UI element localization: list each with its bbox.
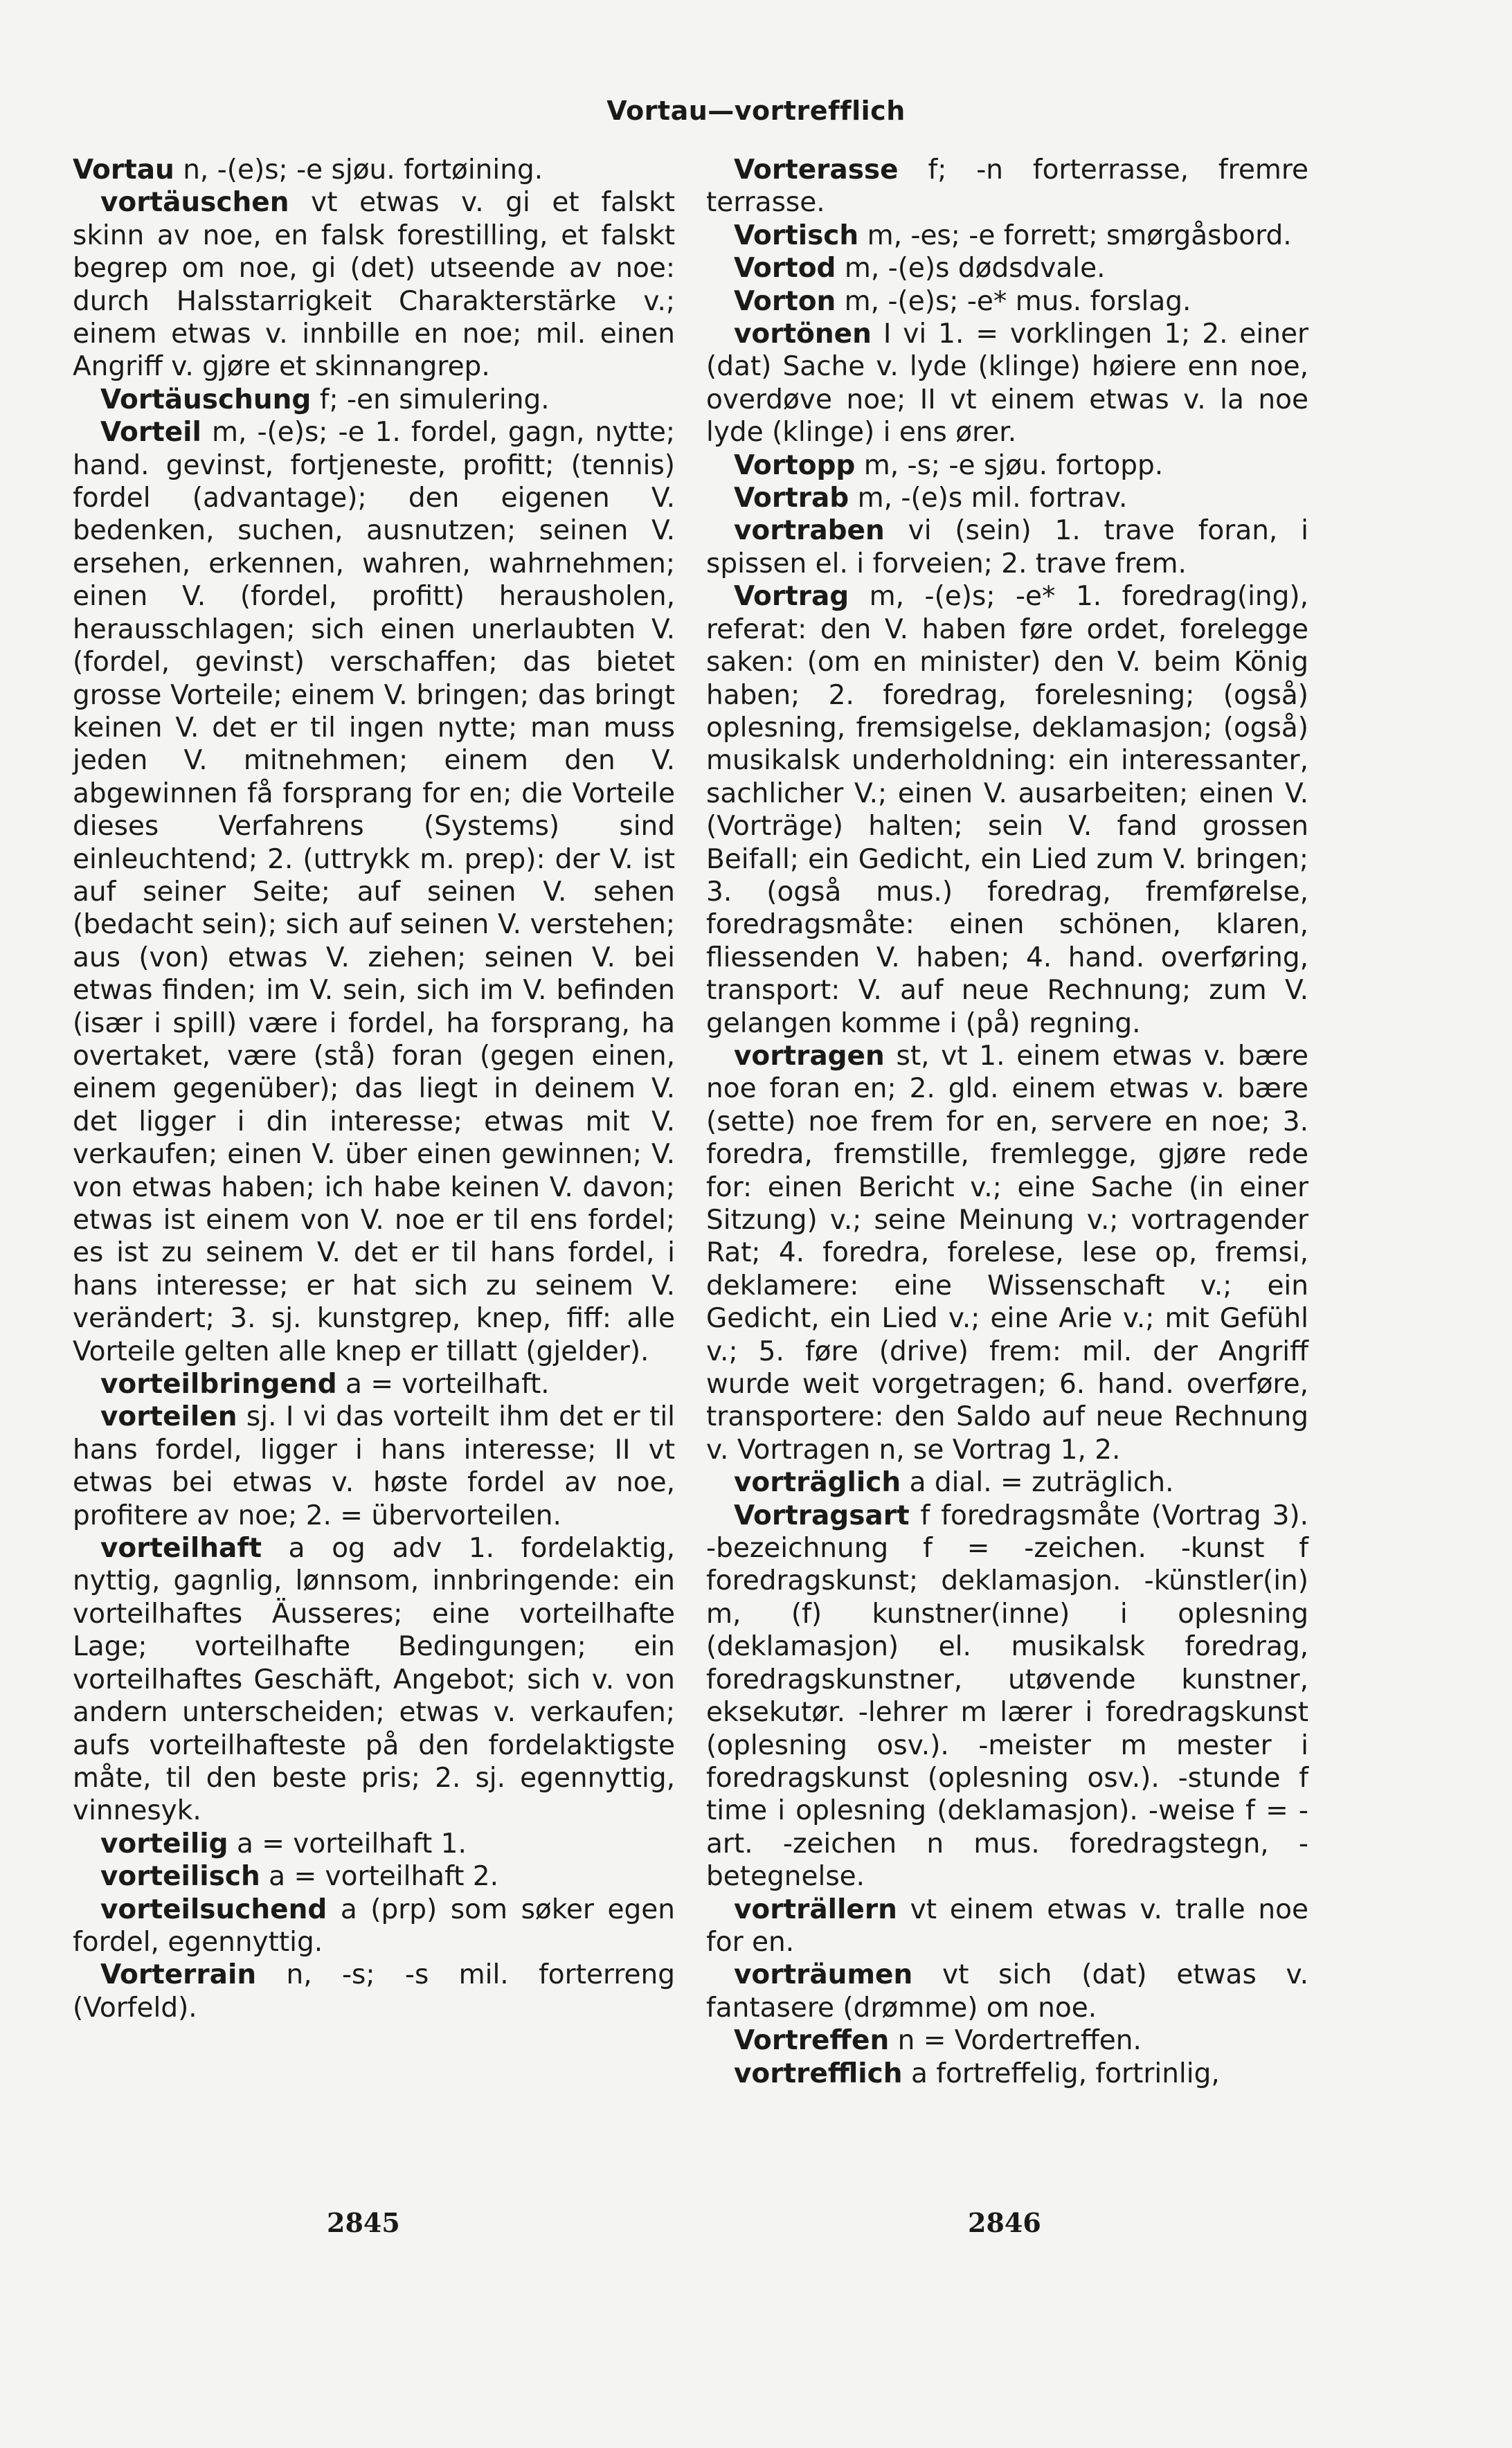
dictionary-entry [706, 1040, 1308, 1466]
entry-headword: vortönen [734, 318, 872, 350]
entry-headword: vorteilig [100, 1828, 228, 1860]
dictionary-entry [706, 2058, 1308, 2090]
entry-definition: f foredragsmåte (Vortrag 3). -bezeichnung f = -zeichen. -kunst f foredragskunst; deklamasjon. -künstler(in) m, (f) kunstner(inne) i oplesning (deklamasjon) el. musikalsk foredrag, foredragskunstner, utøvende kunstner, eksekutør. -lehrer m lærer i foredragskunst (oplesning osv.). -meister m mester i foredragskunst (oplesning osv.). -stunde f time i oplesning (deklamasjon). -weise f = -art. -zeichen n mus. foredragstegn, -betegnelse. [706, 1500, 1308, 1893]
entry-definition: I vi 1. = vorklingen 1; 2. einer (dat) Sache v. lyde (klinge) høiere enn noe, overdøve noe; II vt einem etwas v. la noe lyde (klinge) i ens ører. [706, 318, 1308, 449]
entry-headword: vorteilhaft [100, 1533, 262, 1565]
entry-definition: a dial. = zuträglich. [901, 1467, 1174, 1499]
entry-definition: a (prp) som søker egen fordel, egennyttig. [73, 1893, 675, 1958]
entry-headword: vorteilisch [100, 1861, 260, 1893]
entry-headword: Vortrag [734, 581, 849, 613]
entry-definition: m, -(e)s; -e* mus. forslag. [836, 285, 1191, 317]
page-number-right: 2846 [968, 2207, 1041, 2238]
dictionary-entry [706, 1893, 1308, 1959]
dictionary-entry [706, 1500, 1308, 1893]
entry-headword: Vorterrain [100, 1959, 257, 1991]
entry-headword: vorteilen [100, 1401, 237, 1433]
entry-definition: m, -(e)s; -e 1. fordel, gagn, nytte; hand. gevinst, fortjeneste, profitt; (tennis) fordel (advantage); den eigenen V. bedenken, suchen, ausnutzen; seinen V. ersehen, erkennen, wahren, wahrnehmen; einen V. (fordel, profitt) herausholen, herausschlagen; sich einen unerlaubten V. (fordel, gevinst) verschaffen; das bietet grosse Vorteile; einem V. bringen; das bringt keinen V. det er til ingen nytte; man muss jeden V. mitnehmen; einem den V. abgewinnen få forsprang for en; die Vorteile dieses Verfahrens (Systems) sind einleuchtend; 2. (uttrykk m. prep): der V. ist auf seiner Seite; auf seinen V. sehen (bedacht sein); sich auf seinen V. verstehen; aus (von) etwas V. ziehen; seinen V. bei etwas finden; im V. sein, sich im V. befinden (især i spill) være i fordel, ha forsprang, ha overtaket, være (stå) foran (gegen einen, einem gegenüber); das liegt in deinem V. det ligger i din interesse; etwas mit V. verkaufen; einen V. über einen gewinnen; V. von etwas haben; ich habe keinen V. davon; etwas ist einem von V. noe er til ens fordel; es ist zu seinem V. det er til hans fordel, i hans interesse; er hat sich zu seinem V. verändert; 3. sj. kunstgrep, knep, fiff: alle Vorteile gelten alle knep er tillatt (gjelder). [73, 417, 675, 1367]
entry-headword: vortäuschen [100, 187, 289, 219]
entry-definition: a = vorteilhaft. [336, 1369, 550, 1401]
entry-definition: f; -n forterrasse, fremre terrasse. [706, 154, 1308, 219]
dictionary-entry [706, 1959, 1308, 2024]
entry-definition: n = Vordertreffen. [889, 2025, 1142, 2057]
entry-definition: m, -(e)s mil. fortrav. [849, 483, 1128, 514]
entry-definition: m, -s; -e sjøu. fortopp. [855, 449, 1164, 481]
entry-headword: Vortrab [734, 483, 849, 514]
dictionary-entry [706, 482, 1308, 514]
entry-definition: m, -(e)s dødsdvale. [836, 253, 1106, 285]
entry-headword: vorträumen [734, 1959, 913, 1991]
entry-headword: vorteilbringend [100, 1369, 337, 1401]
dictionary-entry [706, 219, 1308, 252]
entry-definition: f; -en simulering. [311, 384, 550, 415]
entry-headword: Vortäuschung [100, 384, 312, 415]
dictionary-entry [73, 1860, 675, 1893]
dictionary-entry [706, 580, 1308, 1040]
entry-definition: n, -s; -s mil. forterreng (Vorfeld). [73, 1959, 675, 2024]
entry-headword: Vortau [73, 154, 174, 186]
entry-definition: a = vorteilhaft 2. [260, 1861, 499, 1893]
entry-headword: Vortisch [734, 219, 859, 251]
dictionary-entry [73, 416, 675, 1368]
entry-headword: vortraben [734, 515, 885, 547]
dictionary-entry [706, 2024, 1308, 2057]
dictionary-entry [706, 285, 1308, 318]
entry-definition: n, -(e)s; -e sjøu. fortøining. [174, 154, 543, 186]
dictionary-entry [706, 154, 1308, 219]
entry-headword: vorträglich [734, 1467, 901, 1499]
entry-definition: vt sich (dat) etwas v. fantasere (drømme) om noe. [706, 1959, 1308, 2024]
dictionary-entry [73, 1368, 675, 1401]
running-head: Vortau—vortrefflich [606, 96, 906, 126]
dictionary-entry [706, 1466, 1308, 1499]
entry-headword: vortrefflich [734, 2058, 903, 2089]
entry-definition: st, vt 1. einem etwas v. bære noe foran en; 2. gld. einem etwas v. bære (sette) noe frem for en, servere en noe; 3. foredra, fremstille, fremlegge, gjøre rede for: einen Bericht v.; eine Sache (in einer Sitzung) v.; seine Meinung v.; vortragender Rat; 4. foredra, forelese, lese op, fremsi, deklamere: eine Wissenschaft v.; ein Gedicht, ein Lied v.; eine Arie v.; mit Gefühl v.; 5. føre (drive) frem: mil. der Angriff wurde weit vorgetragen; 6. hand. overføre, transportere: den Saldo auf neue Rechnung v. Vortragen n, se Vortrag 1, 2. [706, 1040, 1308, 1466]
entry-headword: vorträllern [734, 1893, 897, 1925]
page-number-left: 2845 [327, 2207, 400, 2238]
dictionary-entry [73, 1532, 675, 1828]
entry-headword: Vortragsart [734, 1500, 910, 1531]
dictionary-entry [73, 154, 675, 186]
entry-headword: vorteilsuchend [100, 1893, 327, 1925]
dictionary-entry [73, 1828, 675, 1860]
entry-headword: Vorteil [100, 417, 201, 449]
entry-definition: vt einem etwas v. tralle noe for en. [706, 1893, 1308, 1958]
entry-headword: Vorton [734, 285, 836, 317]
entry-definition: vt etwas v. gi et falskt skinn av noe, en falsk forestilling, et falskt begrep om noe, gi (det) utseende av noe: durch Halsstarrigkeit Charakterstärke v.; einem etwas v. innbille en noe; mil. einen Angriff v. gjøre et skinnangrep. [73, 187, 675, 383]
entry-definition: m, -es; -e forrett; smørgåsbord. [858, 219, 1292, 251]
dictionary-entry [706, 318, 1308, 449]
entry-definition: a og adv 1. fordelaktig, nyttig, gagnlig, lønnsom, innbringende: ein vorteilhaftes Äusseres; eine vorteilhafte Lage; vorteilhafte Bedingungen; ein vorteilhaftes Geschäft, Angebot; sich v. von andern unterscheiden; etwas v. verkaufen; aufs vorteilhafteste på den fordelaktigste måte, til den beste pris; 2. sj. egennyttig, vinnesyk. [73, 1533, 675, 1827]
entry-definition: vi (sein) 1. trave foran, i spissen el. i forveien; 2. trave frem. [706, 515, 1308, 579]
entry-definition: a = vorteilhaft 1. [228, 1828, 467, 1860]
dictionary-entry [73, 384, 675, 416]
left-column [73, 154, 675, 2024]
dictionary-entry [73, 186, 675, 383]
dictionary-entry [73, 1401, 675, 1532]
dictionary-entry [706, 252, 1308, 285]
entry-definition: m, -(e)s; -e* 1. foredrag(ing), referat: den V. haben føre ordet, forelegge saken: (om en minister) den V. beim König haben; 2. foredrag, forelesning; (også) oplesning, fremsigelse, deklamasjon; (også) musikalsk underholdning: ein interessanter, sachlicher V.; einen V. ausarbeiten; einen V. (Vorträge) halten; sein V. fand grossen Beifall; ein Gedicht, ein Lied zum V. bringen; 3. (også mus.) foredrag, fremførelse, foredragsmåte: einen schönen, klaren, fliessenden V. haben; 4. hand. overføring, transport: V. auf neue Rechnung; zum V. gelangen komme i (på) regning. [706, 581, 1308, 1039]
entry-headword: Vortod [734, 253, 836, 285]
entry-definition: a fortreffelig, fortrinlig, [902, 2058, 1220, 2089]
right-column [706, 154, 1308, 2090]
dictionary-entry [73, 1893, 675, 1959]
dictionary-entry [706, 514, 1308, 580]
entry-headword: vortragen [734, 1040, 885, 1072]
dictionary-entry [706, 449, 1308, 482]
dictionary-entry [73, 1959, 675, 2024]
entry-headword: Vorterasse [734, 154, 899, 186]
entry-headword: Vortopp [734, 449, 856, 481]
entry-definition: sj. I vi das vorteilt ihm det er til hans fordel, ligger i hans interesse; II vt etwas bei etwas v. høste fordel av noe, profitere av noe; 2. = übervorteilen. [73, 1401, 675, 1531]
entry-headword: Vortreffen [734, 2025, 890, 2057]
